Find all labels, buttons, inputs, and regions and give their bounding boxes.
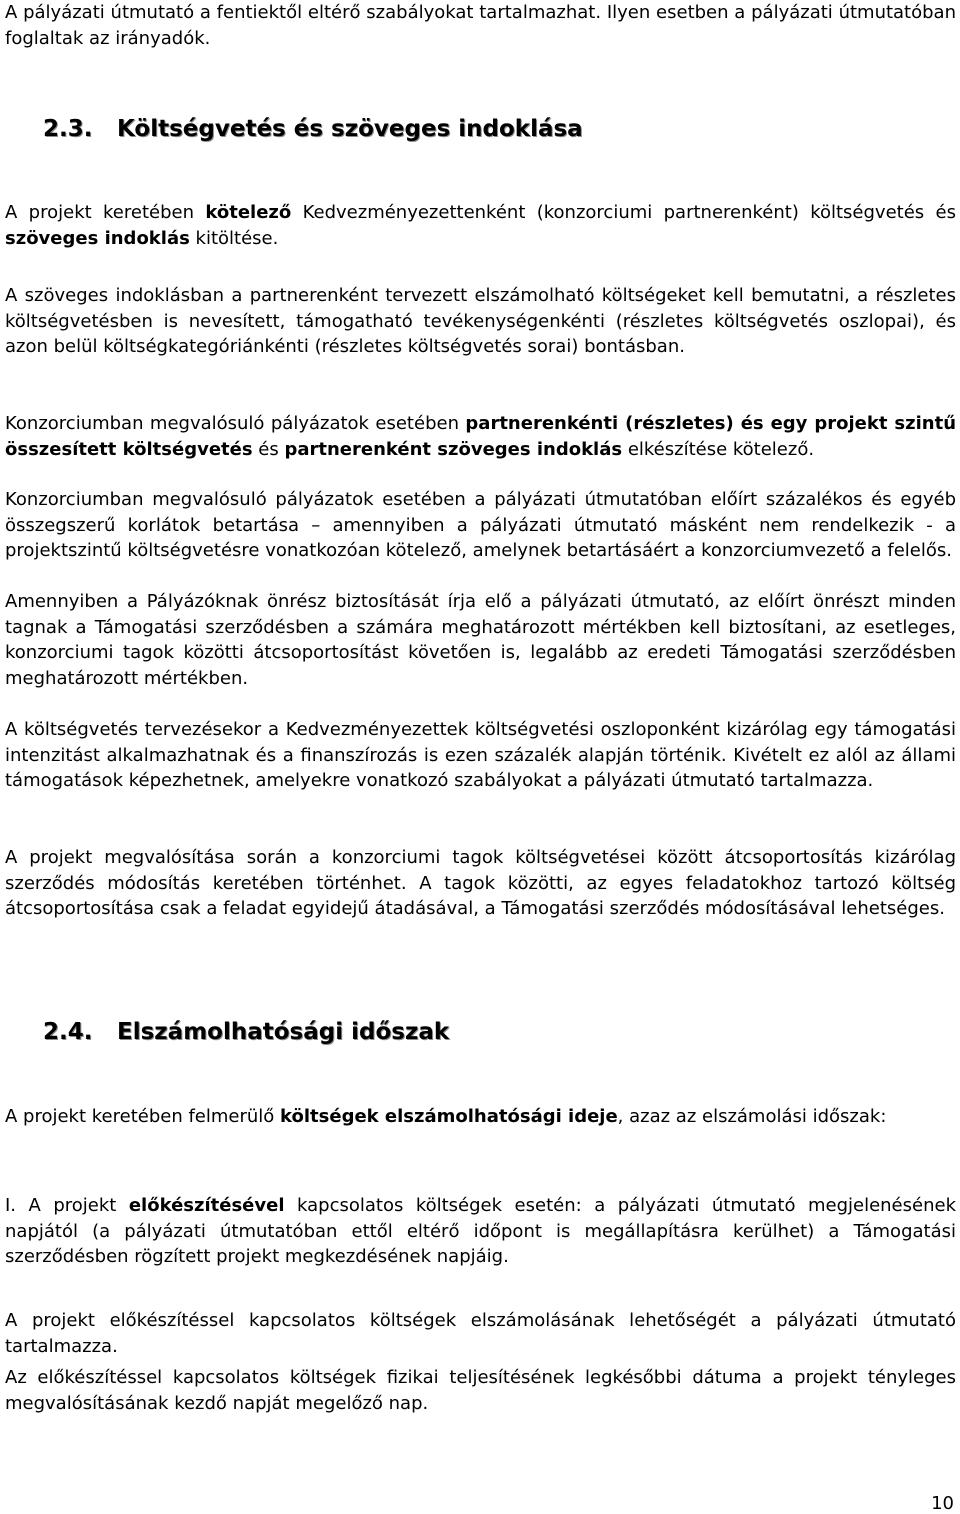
- section-number: 2.3.: [43, 116, 93, 142]
- paragraph-preparation-settlement: A projekt előkészítéssel kapcsolatos költségek elszámolásának lehetőségét a pályázati útmutató tartalmazza.: [5, 1310, 956, 1357]
- section-title: Elszámolhatósági időszak: [117, 1019, 450, 1045]
- paragraph-mandatory-budget: A projekt keretében kötelező Kedvezményezettenként (konzorciumi partnerenként) költségvetés és szöveges indoklás kitöltése.: [5, 202, 956, 249]
- paragraph-own-contribution: Amennyiben a Pályázóknak önrész biztosítását írja elő a pályázati útmutató, az előírt önrészt minden tagnak a Támogatási szerződésben a számára meghatározott mértékben kell biztosítani, az esetleges, konzorciumi tagok közötti átcsoportosítást követően is, legalább az eredeti Támogatási szerződésben meghatározott mértékben.: [5, 591, 956, 689]
- paragraph-aid-intensity: A költségvetés tervezésekor a Kedvezményezettek költségvetési oszloponként kizárólag egy támogatási intenzitást alkalmazhatnak és a finanszírozás is ezen százalék alapján történik. Kivételt ez alól az állami támogatások képezhetnek, amelyekre vonatkozó szabályokat a pályázati útmutató tartalmazza.: [5, 719, 956, 791]
- paragraph-consortium-limits: Konzorciumban megvalósuló pályázatok esetében a pályázati útmutatóban előírt százalékos és egyéb összegszerű korlátok betartása – amennyiben a pályázati útmutató másként nem rendelkezik - a projektszintű költségvetésre vonatkozóan kötelező, amelynek betartásáért a konzorciumvezető a felelős.: [5, 489, 956, 561]
- section-number: 2.4.: [43, 1019, 93, 1045]
- document-page: [5, 0, 956, 1513]
- paragraph-eligibility-period: A projekt keretében felmerülő költségek elszámolhatósági ideje, azaz az elszámolási időszak:: [5, 1106, 887, 1127]
- page-number: 10: [931, 1493, 954, 1514]
- paragraph-preparation-costs: I. A projekt előkészítésével kapcsolatos költségek esetén: a pályázati útmutató megjelenésének napjától (a pályázati útmutatóban ettől eltérő időpont is megállapításra kerülhet) a Támogatási szerződésben rögzített projekt megkezdésének napjáig.: [5, 1195, 956, 1267]
- paragraph-consortium-budget: Konzorciumban megvalósuló pályázatok esetében partnerenkénti (részletes) és egy projekt szintű összesített költségvetés és partnerenként szöveges indoklás elkészítése kötelező.: [5, 413, 957, 460]
- paragraph-reallocation: A projekt megvalósítása során a konzorciumi tagok költségvetései között átcsoportosítás kizárólag szerződés módosítás keretében történhet. A tagok közötti, az egyes feladatokhoz tartozó költség átcsoportosítása csak a feladat egyidejű átadásával, a Támogatási szerződés módosításával lehetséges.: [5, 847, 956, 919]
- paragraph-preparation-deadline: Az előkészítéssel kapcsolatos költségek fizikai teljesítésének legkésőbbi dátuma a projekt tényleges megvalósításának kezdő napját megelőző nap.: [5, 1367, 956, 1414]
- section-title: Költségvetés és szöveges indoklása: [117, 116, 583, 142]
- intro-paragraph: A pályázati útmutató a fentiektől eltérő szabályokat tartalmazhat. Ilyen esetben a pályázati útmutatóban foglaltak az irányadók.: [5, 2, 956, 49]
- paragraph-textual-justification: A szöveges indoklásban a partnerenként tervezett elszámolható költségeket kell bemutatni, a részletes költségvetésben is nevesített, támogatható tevékenységenkénti (részletes költségvetés oszlopai), és azon belül költségkategóriánkénti (részletes költségvetés sorai) bontásban.: [5, 285, 956, 357]
